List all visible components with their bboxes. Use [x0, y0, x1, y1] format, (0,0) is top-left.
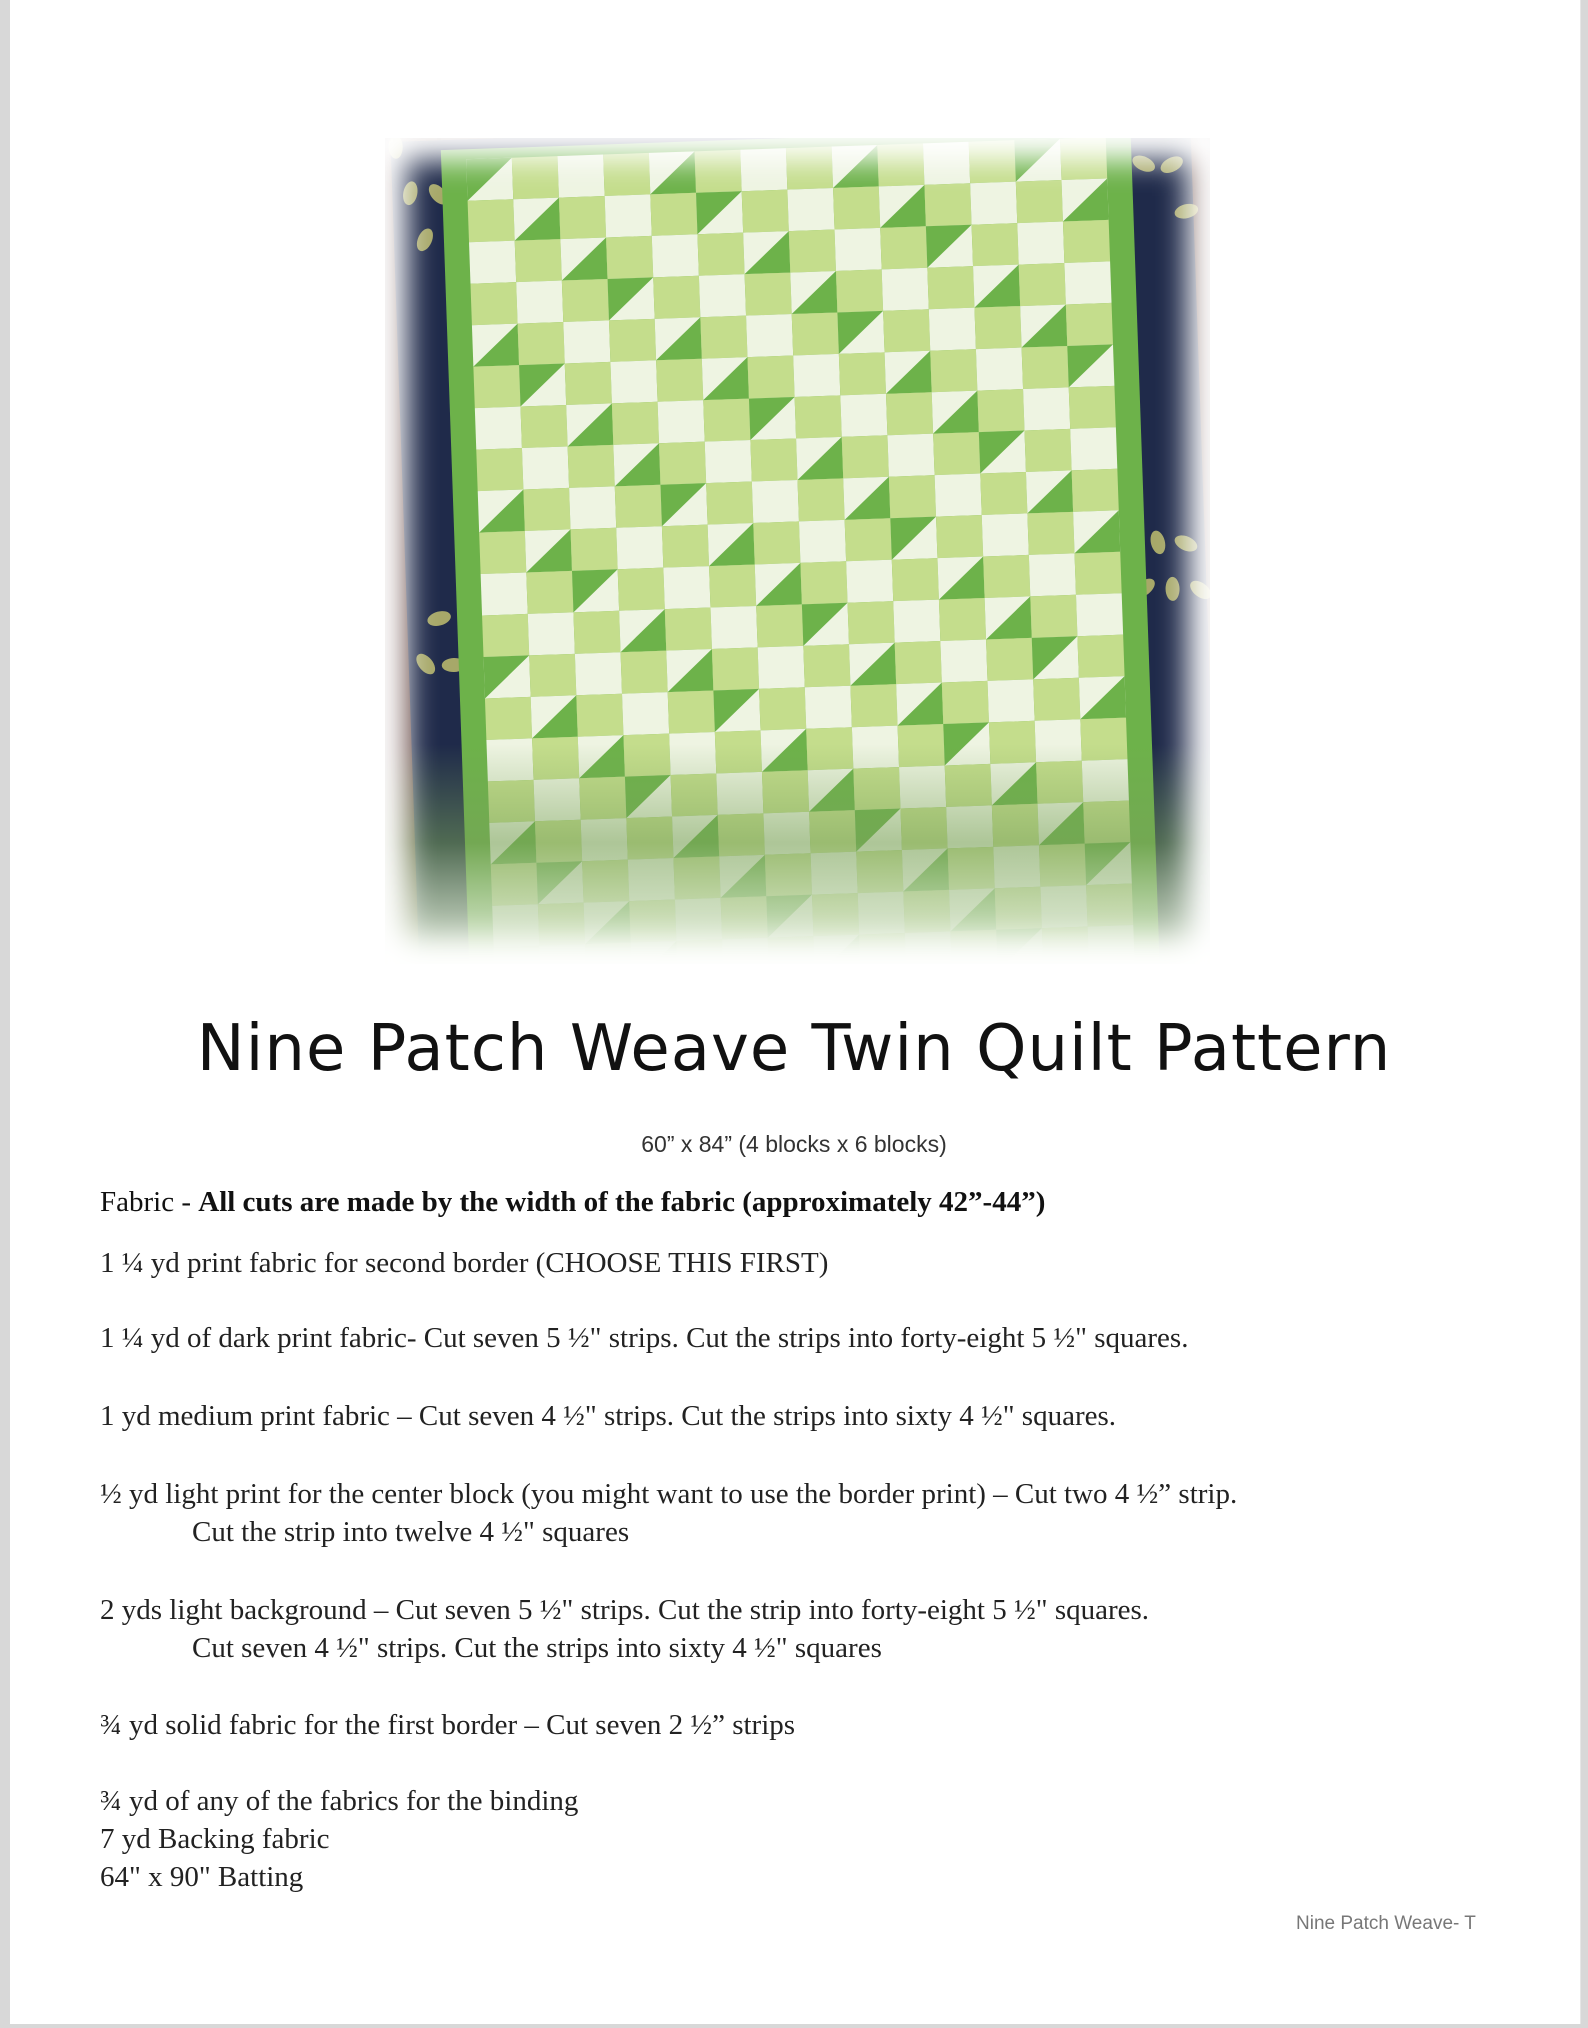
quilt-square	[988, 679, 1035, 722]
quilt-square	[889, 475, 936, 518]
quilt-square	[787, 188, 834, 231]
quilt-square	[939, 598, 986, 641]
quilt-square	[882, 268, 929, 311]
fabric-heading	[100, 1186, 1045, 1219]
quilt-square	[799, 520, 846, 563]
quilt-square	[976, 348, 1023, 391]
quilt-square	[1063, 220, 1110, 263]
quilt-square	[658, 400, 705, 443]
quilt-square	[485, 697, 532, 740]
quilt-square	[840, 394, 887, 437]
quilt-size: 60” x 84” (4 blocks x 6 blocks)	[641, 1131, 947, 1157]
quilt-square	[1025, 429, 1072, 472]
quilt-square	[653, 276, 700, 319]
quilt-square	[622, 692, 669, 735]
quilt-square	[1076, 593, 1123, 636]
quilt-square	[618, 568, 665, 611]
quilt-square	[469, 241, 516, 284]
quilt-square	[468, 199, 515, 242]
quilt-square	[563, 320, 610, 363]
quilt-square	[529, 654, 576, 697]
quilt-square	[836, 269, 883, 312]
quilt-square	[571, 528, 618, 571]
quilt-square	[528, 612, 575, 655]
quilt-square	[609, 319, 656, 362]
quilt-square	[747, 356, 794, 399]
fabric-item: ½ yd light print for the center block (you might want to use the border print) – Cut two 4 ½” strip. Cut the strip into twelve 4 ½" squares	[100, 1478, 1238, 1548]
quilt-square	[970, 182, 1017, 225]
quilt-square	[562, 279, 609, 322]
quilt-square	[697, 233, 744, 276]
quilt-square	[880, 226, 927, 269]
quilt-square	[839, 352, 886, 395]
quilt-square	[886, 392, 933, 435]
page-footer: Nine Patch Weave- T	[1296, 1913, 1476, 1934]
quilt-square	[558, 155, 605, 198]
quilt-square	[559, 196, 606, 239]
quilt-square	[605, 194, 652, 237]
quilt-square	[612, 402, 659, 445]
quilt-square	[610, 360, 657, 403]
quilt-square	[942, 681, 989, 724]
quilt-square	[705, 440, 752, 483]
quilt-square	[969, 140, 1016, 183]
quilt-square	[792, 312, 839, 355]
fabric-item: ¾ yd solid fabric for the first border – Cut seven 2 ½” strips	[100, 1709, 796, 1741]
grass-foreground	[385, 744, 1210, 964]
quilt-square	[877, 143, 924, 186]
quilt-square	[568, 445, 615, 488]
quilt-square	[742, 190, 789, 233]
quilt-square	[1027, 512, 1074, 555]
quilt-square	[800, 561, 847, 604]
quilt-square	[1064, 261, 1111, 304]
quilt-square	[526, 571, 573, 614]
fabric-item: 1 ¼ yd print fabric for second border (CHOOSE THIS FIRST)	[100, 1247, 829, 1279]
quilt-square	[576, 694, 623, 737]
quilt-square	[523, 488, 570, 531]
quilt-photo	[385, 138, 1210, 964]
quilt-square	[522, 446, 569, 489]
quilt-square	[473, 365, 520, 408]
quilt-square	[565, 362, 612, 405]
quilt-square	[700, 316, 747, 359]
quilt-square	[1030, 595, 1077, 638]
quilt-square	[518, 322, 565, 365]
quilt-square	[845, 518, 892, 561]
quilt-square	[798, 478, 845, 521]
quilt-square	[516, 281, 563, 324]
quilt-square	[1060, 138, 1107, 180]
quilt-square	[805, 686, 852, 729]
quilt-square	[569, 486, 616, 529]
quilt-square	[933, 432, 980, 475]
quilt-square	[977, 389, 1024, 432]
quilt-square	[1019, 263, 1066, 306]
quilt-square	[980, 472, 1027, 515]
quilt-square	[573, 611, 620, 654]
quilt-square	[1077, 635, 1124, 678]
quilt-square	[650, 193, 697, 236]
quilt-square	[927, 266, 974, 309]
quilt-square	[470, 282, 517, 325]
quilt-square	[710, 606, 757, 649]
quilt-square	[606, 236, 653, 279]
quilt-square	[521, 405, 568, 448]
quilt-square	[803, 644, 850, 687]
quilt-square	[1069, 386, 1116, 429]
fabric-label: Fabric -	[100, 1186, 199, 1218]
quilt-square	[752, 480, 799, 523]
quilt-square	[615, 485, 662, 528]
quilt-square	[740, 148, 787, 191]
quilt-square	[887, 434, 934, 477]
quilt-square	[703, 399, 750, 442]
fabric-item: 1 yd medium print fabric – Cut seven 4 ½" strips. Cut the strips into sixty 4 ½" squares.	[100, 1400, 1117, 1432]
quilt-square	[699, 274, 746, 317]
quilt-square	[842, 435, 889, 478]
quilt-square	[1072, 469, 1119, 512]
quilt-square	[895, 641, 942, 684]
fabric-item: 2 yds light background – Cut seven 5 ½" strips. Cut the strip into forty-eight 5 ½" squares. Cut seven 4 ½" strips. Cut the strips into sixty 4 ½" squares	[100, 1594, 1150, 1664]
page-title: Nine Patch Weave Twin Quilt Pattern	[196, 1012, 1392, 1086]
quilt-square	[833, 186, 880, 229]
quilt-square	[616, 526, 663, 569]
quilt-square	[695, 150, 742, 193]
quilt-square	[668, 691, 715, 734]
quilt-square	[750, 438, 797, 481]
batting-line: 64" x 90" Batting	[100, 1861, 304, 1893]
quilt-square	[1075, 552, 1122, 595]
quilt-square	[1066, 303, 1113, 346]
backing-line: 7 yd Backing fabric	[100, 1823, 330, 1855]
extras-list	[100, 1782, 578, 1896]
quilt-square	[575, 652, 622, 695]
quilt-square	[479, 531, 526, 574]
quilt-square	[759, 687, 806, 730]
quilt-square	[603, 153, 650, 196]
quilt-square	[883, 309, 930, 352]
binding-line: ¾ yd of any of the fabrics for the binding	[100, 1785, 579, 1817]
quilt-square	[621, 651, 668, 694]
quilt-square	[515, 239, 562, 282]
quilt-square	[1023, 387, 1070, 430]
fabric-note: All cuts are made by the width of the fabric (approximately 42”-44”)	[198, 1186, 1046, 1218]
quilt-square	[835, 228, 882, 271]
quilt-square	[983, 555, 1030, 598]
quilt-square	[923, 142, 970, 185]
quilt-square	[663, 566, 710, 609]
quilt-square	[793, 354, 840, 397]
quilt-square	[1070, 427, 1117, 470]
quilt-square	[893, 600, 940, 643]
quilt-square	[795, 395, 842, 438]
fabric-item: 1 ¼ yd of dark print fabric- Cut seven 5 ½" strips. Cut the strips into forty-eight 5 ½" squares.	[100, 1322, 1189, 1354]
quilt-square	[936, 515, 983, 558]
quilt-square	[972, 223, 1019, 266]
quilt-square	[935, 474, 982, 517]
quilt-square	[662, 525, 709, 568]
quilt-square	[924, 183, 971, 226]
quilt-square	[846, 560, 893, 603]
quilt-square	[656, 359, 703, 402]
quilt-square	[974, 306, 1021, 349]
quilt-square	[753, 521, 800, 564]
quilt-square	[758, 646, 805, 689]
quilt-square	[476, 448, 523, 491]
quilt-square	[709, 564, 756, 607]
quilt-square	[756, 604, 803, 647]
quilt-square	[652, 234, 699, 277]
quilt-square	[786, 147, 833, 190]
quilt-square	[1033, 678, 1080, 721]
quilt-square	[789, 229, 836, 272]
quilt-square	[482, 614, 529, 657]
quilt-square	[1022, 346, 1069, 389]
quilt-square	[512, 156, 559, 199]
quilt-square	[982, 513, 1029, 556]
quilt-square	[986, 638, 1033, 681]
quilt-square	[659, 442, 706, 485]
quilt-square	[892, 558, 939, 601]
quilt-square	[848, 601, 895, 644]
quilt-square	[706, 482, 753, 525]
quilt-square	[475, 407, 522, 450]
quilt-square	[481, 572, 528, 615]
quilt-square	[712, 647, 759, 690]
quilt-square	[1016, 180, 1063, 223]
quilt-square	[930, 349, 977, 392]
quilt-square	[665, 608, 712, 651]
quilt-square	[850, 684, 897, 727]
quilt-square	[746, 314, 793, 357]
quilt-square	[1017, 222, 1064, 265]
quilt-square	[1029, 553, 1076, 596]
quilt-square	[745, 273, 792, 316]
quilt-square	[929, 308, 976, 351]
quilt-square	[940, 639, 987, 682]
